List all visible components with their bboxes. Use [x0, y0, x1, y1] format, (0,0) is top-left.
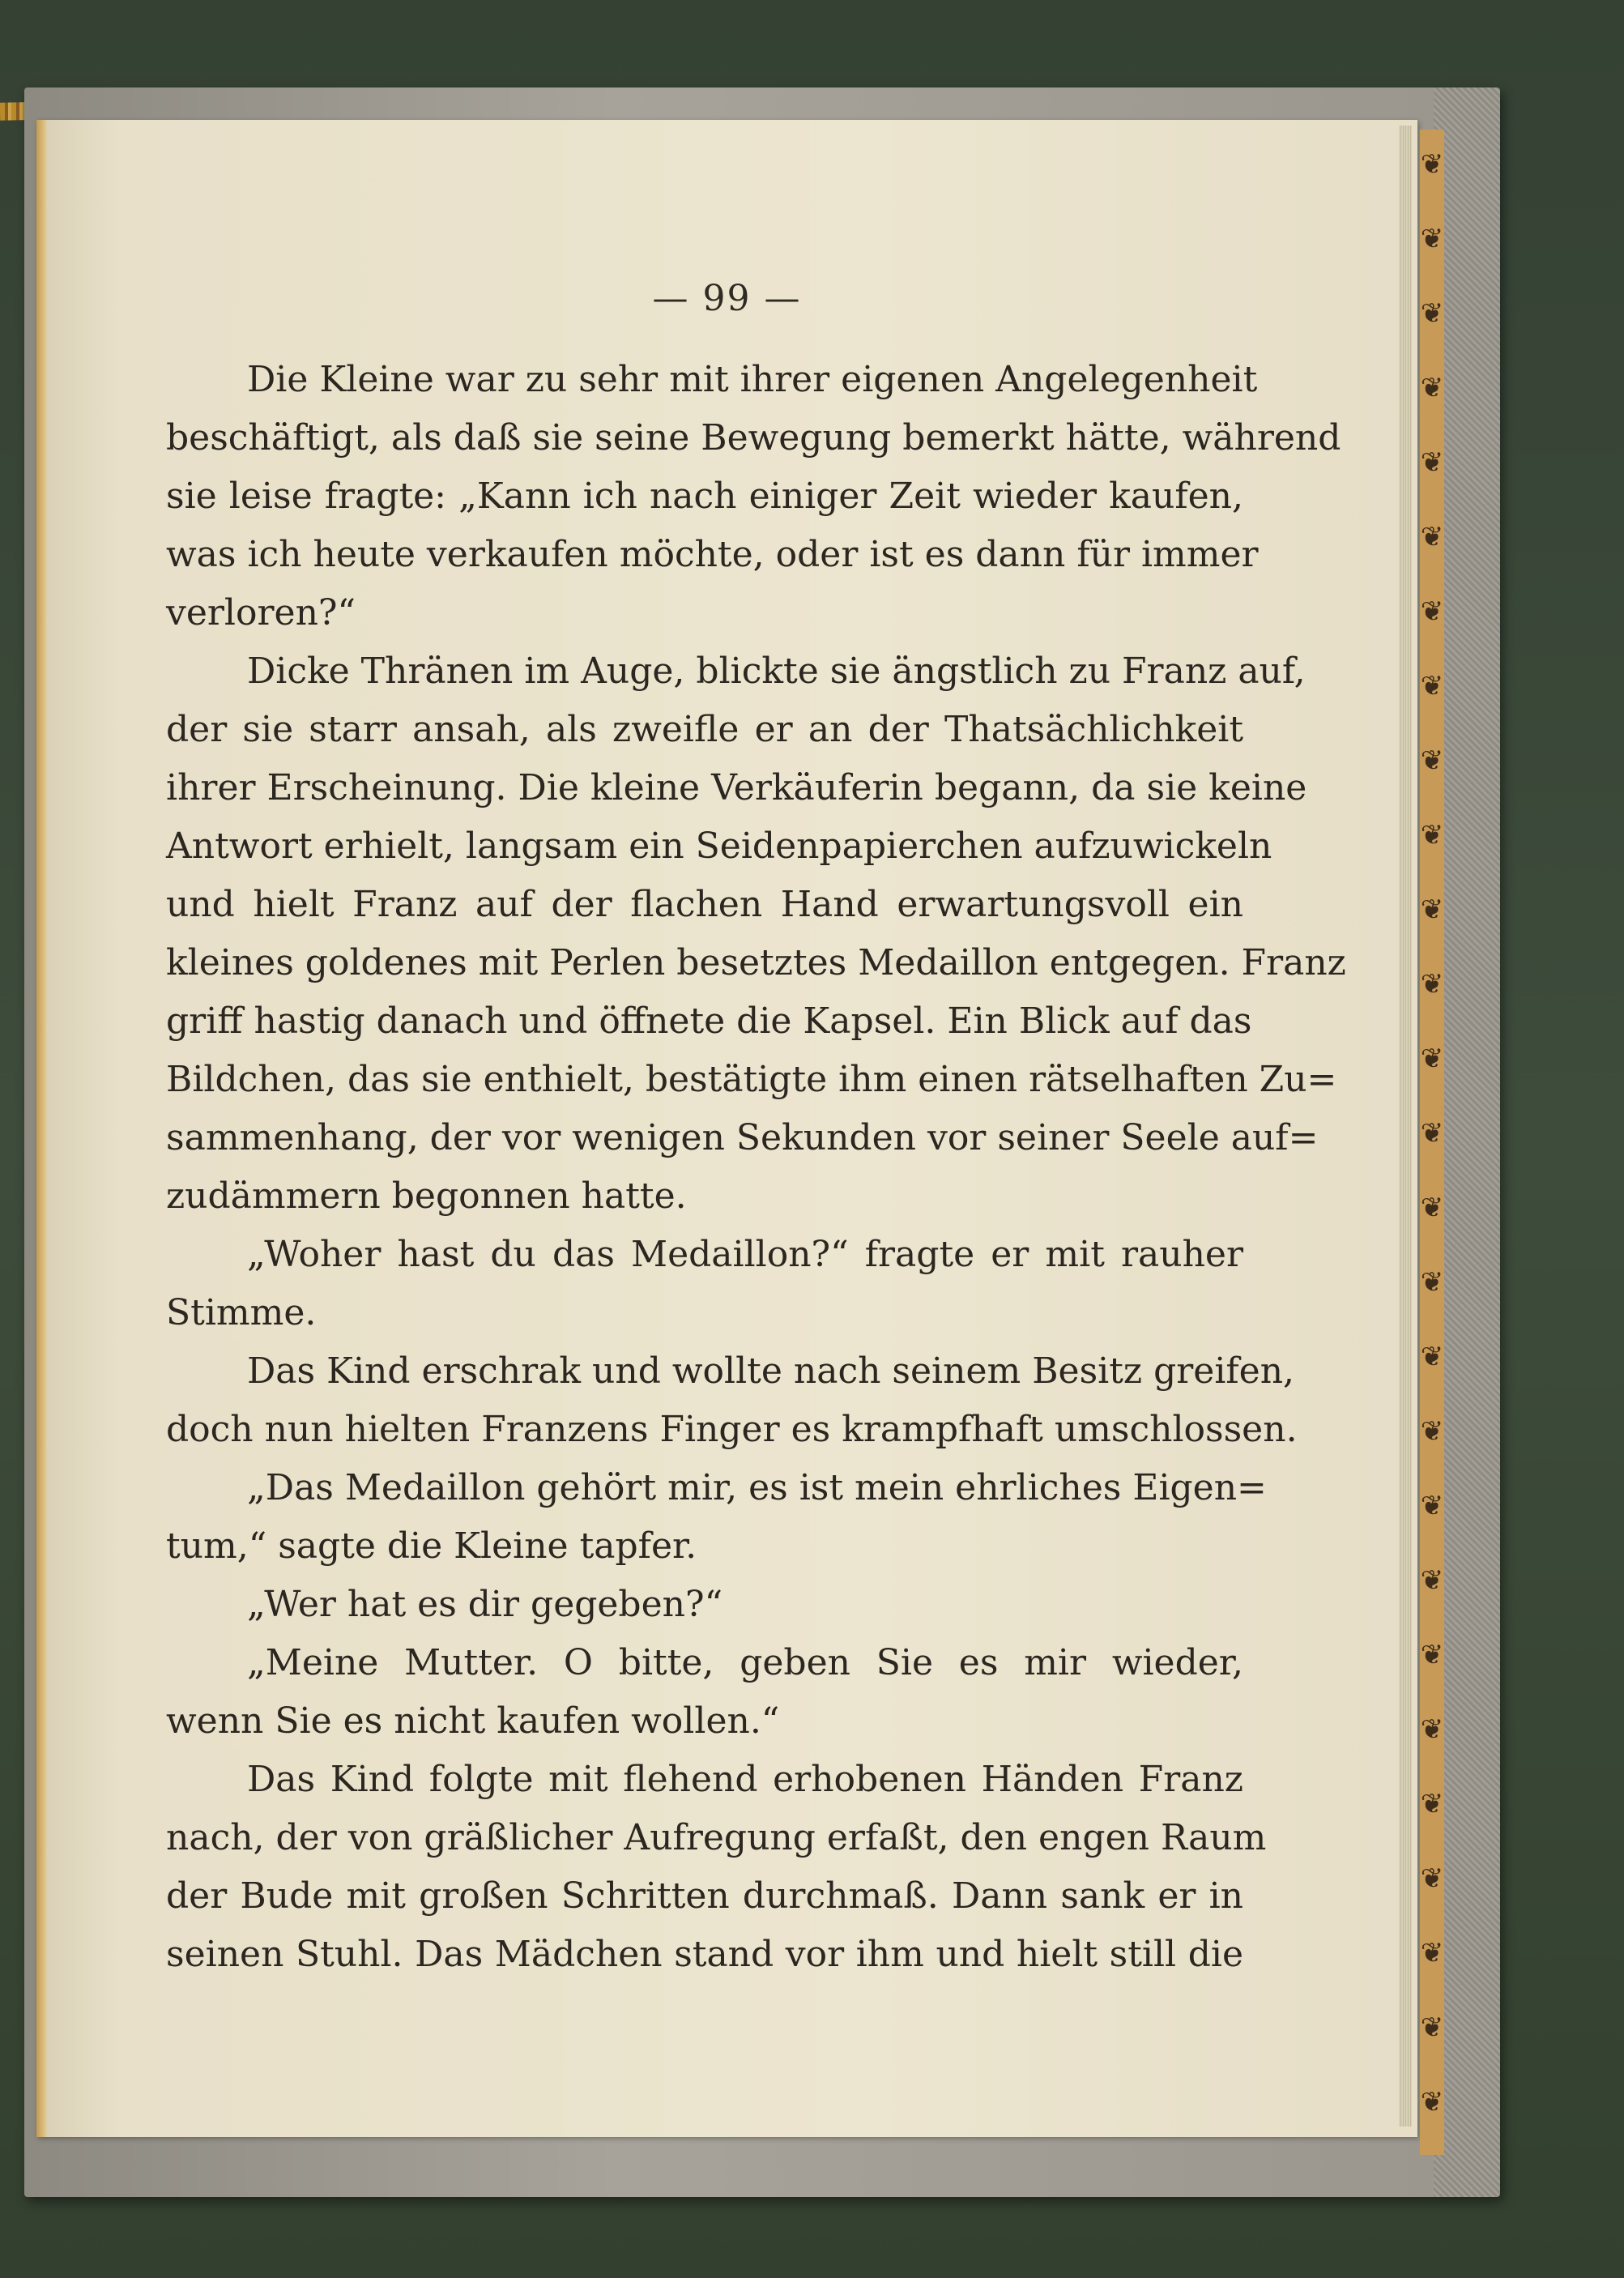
- fleuron-icon: ❦: [1420, 2086, 1444, 2118]
- text-line: seinen Stuhl. Das Mädchen stand vor ihm und hielt still die: [166, 1934, 1243, 1975]
- fleuron-icon: ❦: [1420, 1564, 1444, 1597]
- fleuron-icon: ❦: [1420, 1937, 1444, 1969]
- decorative-border: [1420, 130, 1444, 2155]
- text-line: Stimme.: [166, 1292, 317, 1333]
- fleuron-icon: ❦: [1420, 148, 1444, 181]
- text-line: „Meine Mutter. O bitte, geben Sie es mir wieder,: [247, 1642, 1243, 1683]
- book-page: [36, 120, 1417, 2137]
- text-line: Antwort erhielt, langsam ein Seidenpapierchen aufzuwickeln: [166, 825, 1272, 867]
- fleuron-icon: ❦: [1420, 521, 1444, 553]
- text-line: Das Kind erschrak und wollte nach seinem Besitz greifen,: [247, 1350, 1295, 1392]
- text-line: „Das Medaillon gehört mir, es ist mein ehrliches Eigen=: [247, 1467, 1267, 1508]
- text-line: tum,“ sagte die Kleine tapfer.: [166, 1525, 697, 1567]
- text-line: zudämmern begonnen hatte.: [166, 1175, 687, 1217]
- text-line: Dicke Thränen im Auge, blickte sie ängstlich zu Franz auf,: [247, 651, 1306, 692]
- fleuron-icon: ❦: [1420, 1862, 1444, 1895]
- fleuron-icon: ❦: [1420, 1266, 1444, 1299]
- text-line: „Wer hat es dir gegeben?“: [247, 1584, 723, 1625]
- fleuron-icon: ❦: [1420, 744, 1444, 777]
- fleuron-icon: ❦: [1420, 1341, 1444, 1373]
- fleuron-icon: ❦: [1420, 1192, 1444, 1224]
- fleuron-icon: ❦: [1420, 372, 1444, 404]
- fleuron-icon: ❦: [1420, 1117, 1444, 1150]
- text-line: Das Kind folgte mit flehend erhobenen Händen Franz: [247, 1759, 1243, 1800]
- fleuron-icon: ❦: [1420, 1788, 1444, 1820]
- text-line: „Woher hast du das Medaillon?“ fragte er mit rauher: [247, 1234, 1243, 1275]
- text-line: und hielt Franz auf der flachen Hand erwartungsvoll ein: [166, 884, 1243, 925]
- text-line: sie leise fragte: „Kann ich nach einiger Zeit wieder kaufen,: [166, 476, 1243, 517]
- text-line: ihrer Erscheinung. Die kleine Verkäuferin begann, da sie keine: [166, 767, 1307, 808]
- fleuron-icon: ❦: [1420, 968, 1444, 1000]
- text-line: nach, der von gräßlicher Aufregung erfaßt, den engen Raum: [166, 1817, 1267, 1858]
- page-gutter: [36, 120, 48, 2137]
- text-line: der Bude mit großen Schritten durchmaß. Dann sank er in: [166, 1875, 1243, 1917]
- text-line: sammenhang, der vor wenigen Sekunden vor seiner Seele auf=: [166, 1117, 1319, 1158]
- text-line: beschäftigt, als daß sie seine Bewegung bemerkt hätte, während: [166, 417, 1341, 459]
- fleuron-icon: ❦: [1420, 819, 1444, 851]
- page-number: — 99 —: [652, 278, 802, 319]
- text-line: doch nun hielten Franzens Finger es krampfhaft umschlossen.: [166, 1409, 1298, 1450]
- fleuron-icon: ❦: [1420, 1713, 1444, 1746]
- text-line: der sie starr ansah, als zweifle er an der Thatsächlichkeit: [166, 709, 1243, 750]
- fleuron-icon: ❦: [1420, 1043, 1444, 1075]
- fleuron-icon: ❦: [1420, 1415, 1444, 1448]
- fleuron-icon: ❦: [1420, 223, 1444, 255]
- text-line: Bildchen, das sie enthielt, bestätigte ihm einen rätselhaften Zu=: [166, 1059, 1337, 1100]
- fleuron-icon: ❦: [1420, 1490, 1444, 1522]
- text-line: was ich heute verkaufen möchte, oder ist es dann für immer: [166, 534, 1259, 575]
- text-line: Die Kleine war zu sehr mit ihrer eigenen Angelegenheit: [247, 359, 1258, 400]
- text-line: griff hastig danach und öffnete die Kapsel. Ein Blick auf das: [166, 1000, 1252, 1042]
- page-edges: [1399, 126, 1412, 2127]
- fleuron-icon: ❦: [1420, 595, 1444, 628]
- fleuron-icon: ❦: [1420, 297, 1444, 330]
- fleuron-icon: ❦: [1420, 670, 1444, 702]
- text-line: verloren?“: [166, 592, 356, 633]
- fleuron-icon: ❦: [1420, 446, 1444, 479]
- fleuron-icon: ❦: [1420, 2011, 1444, 2044]
- text-line: kleines goldenes mit Perlen besetztes Medaillon entgegen. Franz: [166, 942, 1346, 983]
- fleuron-icon: ❦: [1420, 894, 1444, 926]
- fleuron-icon: ❦: [1420, 1639, 1444, 1671]
- text-line: wenn Sie es nicht kaufen wollen.“: [166, 1700, 780, 1742]
